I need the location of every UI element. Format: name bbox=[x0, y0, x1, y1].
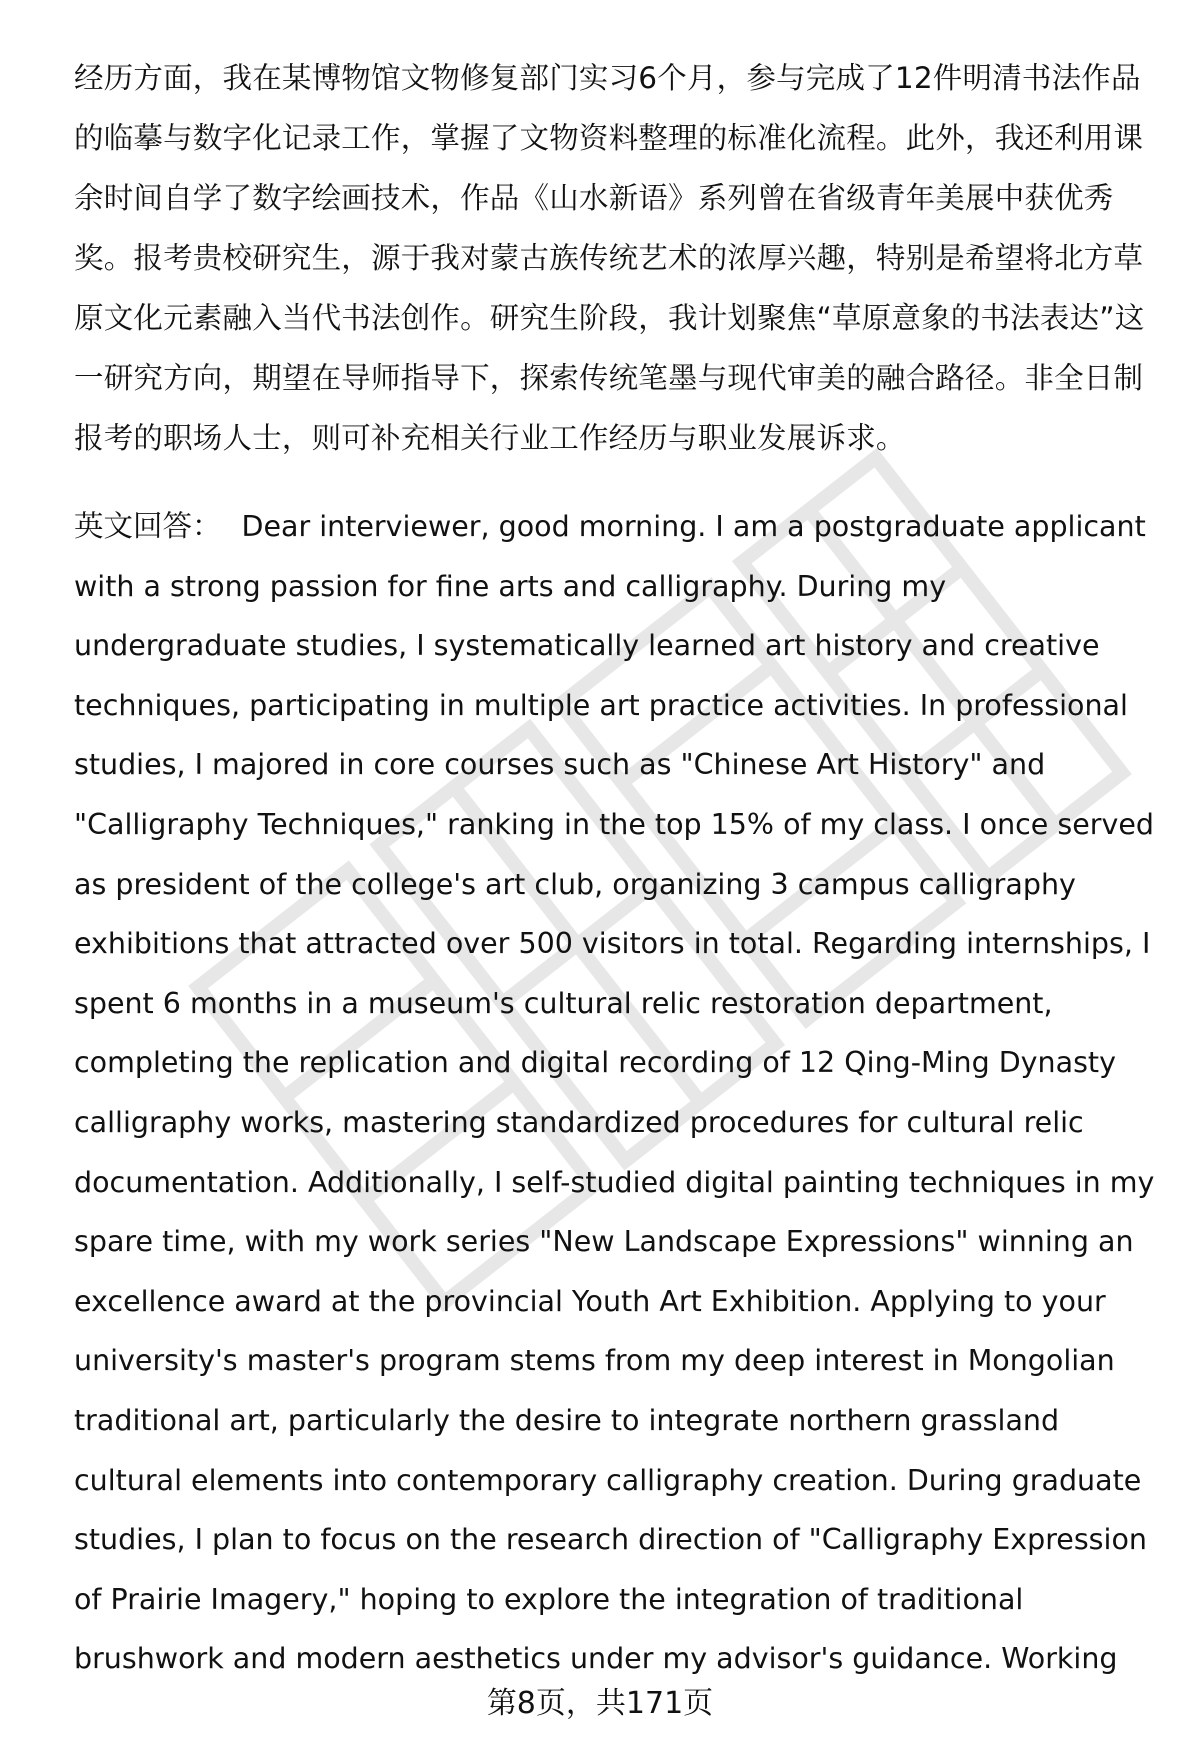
chinese-paragraph: 经历方面，我在某博物馆文物修复部门实习6个月，参与完成了12件明清书法作品的临摹与数字化记录工作，掌握了文物资料整理的标准化流程。此外，我还利用课余时间自学了数字绘画技术，作品《山水新语》系列曾在省级青年美展中获优秀奖。报考贵校研究生，源于我对蒙古族传统艺术的浓厚兴趣，特别是希望将北方草原文化元素融入当代书法创作。研究生阶段，我计划聚焦“草原意象的书法表达”这一研究方向，期望在导师指导下，探索传统笔墨与现代审美的融合路径。非全日制报考的职场人士，则可补充相关行业工作经历与职业发展诉求。 bbox=[74, 61, 1145, 455]
page-footer: 第8页，共171页 bbox=[486, 1686, 714, 1721]
english-answer-paragraph bbox=[74, 497, 1164, 1689]
english-answer-label: 英文回答： bbox=[74, 509, 222, 543]
english-answer-text: Dear interviewer, good morning. I am a postgraduate applicant with a strong passion for fine arts and calligraphy. During my undergraduate studies, I systematically learned art history and creative techniques, participating in multiple art practice activities. In professional studies, I majored in core courses such as "Chinese Art History" and "Calligraphy Techniques," ranking in the top 15% of my class. I once served as president of the college's art club, organizing 3 campus calligraphy exhibitions that attracted over 500 visitors in total. Regarding internships, I spent 6 months in a museum's cultural relic restoration department, completing the replication and digital recording of 12 Qing-Ming Dynasty calligraphy works, mastering standardized procedures for cultural relic documentation. Additionally, I self-studied digital painting techniques in my spare time, with my work series "New Landscape Expressions" winning an excellence award at the provincial Youth Art Exhibition. Applying to your university's master's program stems from my deep interest in Mongolian traditional art, particularly the desire to integrate northern grassland cultural elements into contemporary calligraphy creation. During graduate studies, I plan to focus on the research direction of "Calligraphy Expression of Prairie Imagery," hoping to explore the integration of traditional brushwork and modern aesthetics under my advisor's guidance. Working bbox=[74, 510, 1155, 1676]
